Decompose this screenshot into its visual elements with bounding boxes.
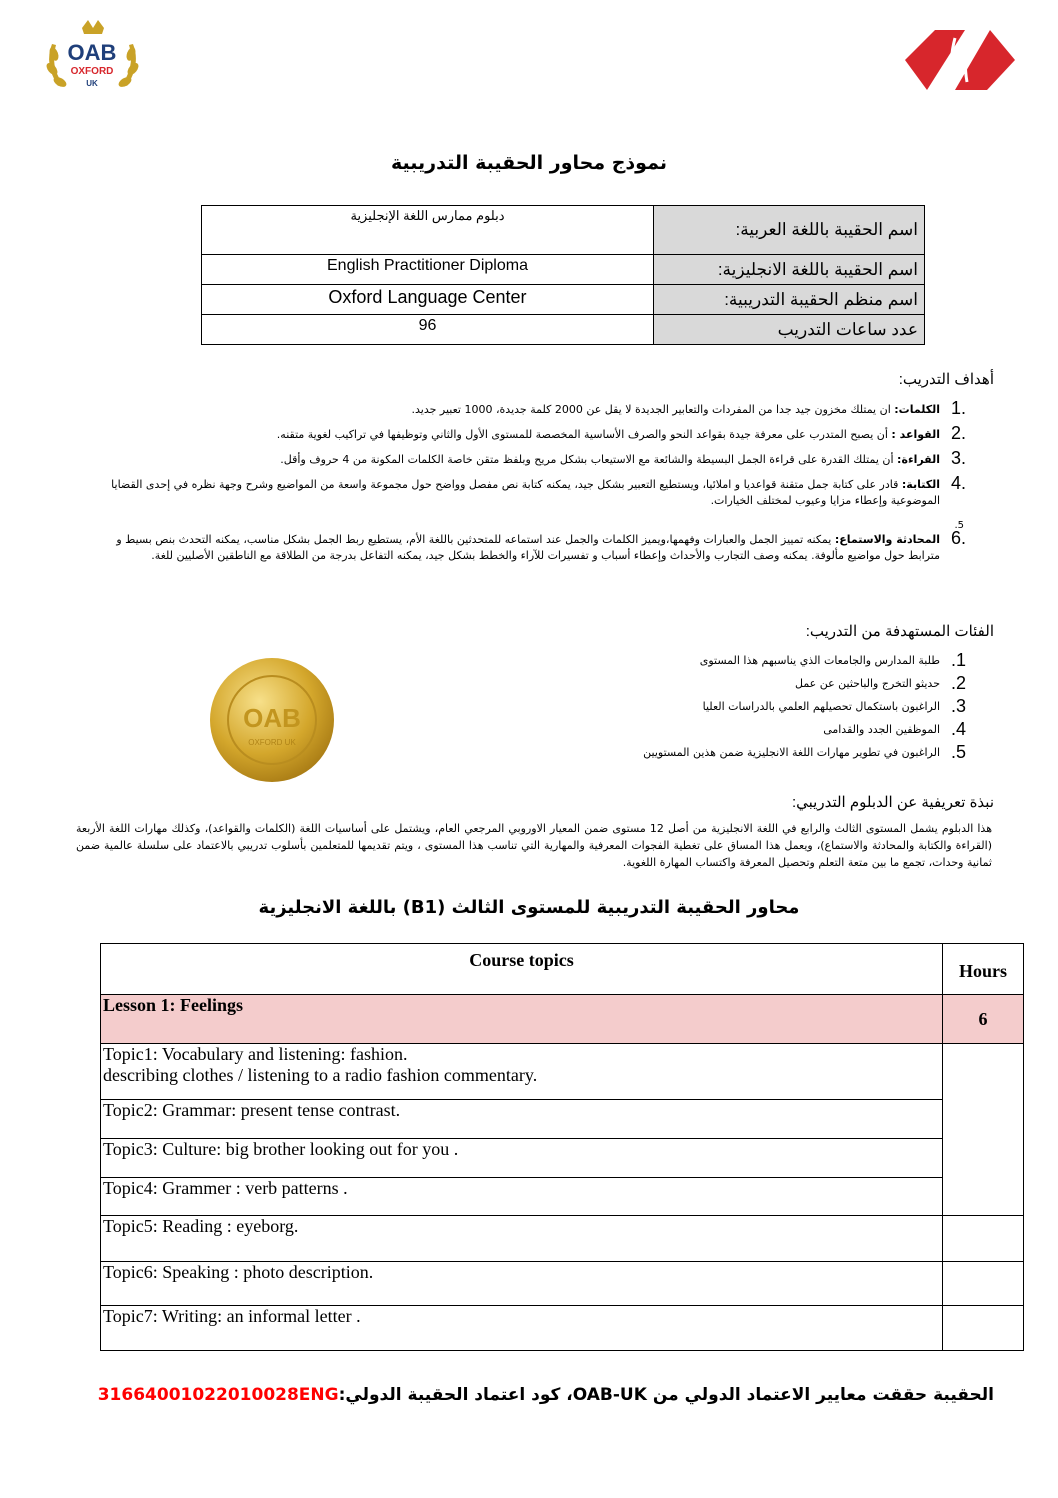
info-label: اسم الحقيبة باللغة العربية: — [654, 206, 925, 255]
accreditation-text: الحقيبة حققت معايير الاعتماد الدولي من OAB-UK، كود اعتماد الحقيبة الدولي: — [338, 1385, 994, 1405]
topic-cell: Topic4: Grammer : verb patterns . — [101, 1178, 943, 1216]
info-row — [202, 255, 925, 285]
table-row — [101, 1044, 1024, 1100]
topic-cell: Topic7: Writing: an informal letter . — [101, 1306, 943, 1351]
target-item: 5. الراغبون في تطوير مهارات اللغة الانجليزية ضمن هذين المستويين — [643, 742, 966, 762]
info-row — [202, 315, 925, 345]
course-title: محاور الحقيبة التدريبية للمستوى الثالث (B1) باللغة الانجليزية — [258, 897, 800, 918]
topic-cell: Topic2: Grammar: present tense contrast. — [101, 1100, 943, 1139]
topic-cell: Topic6: Speaking : photo description. — [101, 1262, 943, 1306]
accreditation-footer — [98, 1385, 994, 1405]
svg-text:OAB: OAB — [67, 40, 117, 65]
table-row — [101, 1100, 1024, 1139]
info-value: English Practitioner Diploma — [202, 255, 654, 285]
page-title: نموذج محاور الحقيبة التدريبية — [391, 152, 667, 174]
target-item: 1. طلبة المدارس والجامعات الذي يناسبهم هذا المستوى — [699, 650, 966, 670]
svg-text:OXFORD: OXFORD — [70, 66, 114, 77]
table-row — [101, 1178, 1024, 1216]
hours-cell — [943, 1044, 1024, 1216]
gold-seal — [205, 655, 340, 785]
table-row — [101, 1262, 1024, 1306]
objectives-heading: أهداف التدريب: — [898, 371, 994, 388]
topics-header: Course topics — [101, 944, 943, 995]
oab-oxford-logo — [40, 14, 145, 104]
lesson-title: Lesson 1: Feelings — [101, 995, 943, 1044]
svg-text:UK: UK — [86, 79, 98, 88]
course-topics-table — [100, 943, 1024, 1351]
objective-item: 4. الكتابة: قادر على كتابة جمل متقنة قواعديا و املائيا، ويستطيع التعبير بشكل جيد، يمكنه كتابة نص مفصل وواضح حول مجموعة واسعة من المواضيع وشرح وجهة نظره في إحدى القضايا الموضوعية وإعطاء مزايا وعيوب لمختلف الخيارات. — [111, 473, 966, 507]
topic-cell: Topic3: Culture: big brother looking out for you . — [101, 1139, 943, 1178]
table-header-row — [101, 944, 1024, 995]
hours-cell — [943, 1306, 1024, 1351]
topic-cell: Topic5: Reading : eyeborg. — [101, 1216, 943, 1262]
info-label: عدد ساعات التدريب — [654, 315, 925, 345]
objective-item: 2. القواعد : أن يصبح المتدرب على معرفة جيدة بقواعد النحو والصرف الأساسية المخصصة للمستوى الأول والثاني وتوظيفها في تراكيب لغوية متقنه. — [276, 423, 966, 443]
about-text: هذا الدبلوم يشمل المستوى الثالث والرابع في اللغة الانجليزية من أصل 12 مستوى ضمن المعيار الاوروبي المرجعي العام، ويشتمل على أساسيات اللغة (الكلمات والقواعد)، وكذلك مهارات اللغة الأربعة (القراءة والكتابة والمحادثة والاستماع)، ويعمل هذا المساق على تغطية الفجوات المعرفية والمهارية التي تناسب هذا المستوى ، ويتم تقديمها للمتعلمين بأسلوب تدريبي بالاعتماد على سلسلة عالمية ضمن ثمانية وحدات، تجمع ما بين متعة التعلم وتحصيل المعرفة واكتساب المهارة اللغوية. — [76, 822, 992, 869]
target-item: 2. حديثو التخرج والباحثين عن عمل — [794, 673, 966, 693]
table-row — [101, 1216, 1024, 1262]
table-row — [101, 1139, 1024, 1178]
objective-item: 1. الكلمات: ان يمتلك مخزون جيد جدا من المفردات والتعابير الجديدة لا يقل عن 2000 كلمة جديدة، 1000 تعبير جديد. — [411, 398, 966, 418]
about-heading: نبذة تعريفية عن الدبلوم التدريبي: — [791, 794, 994, 811]
info-label: اسم منظم الحقيبة التدريبية: — [654, 285, 925, 315]
hours-cell — [943, 1262, 1024, 1306]
info-value: دبلوم ممارس اللغة الإنجليزية — [202, 206, 654, 255]
objectives-list — [106, 398, 966, 573]
objective-item: 6. المحادثة والاستماع: يمكنه تمييز الجمل والعبارات وفهمها،ويميز الكلمات والجمل عند استماعه للمتحدثين باللغة الأم، يستطيع ربط الجمل بشكل مناسب، يمكنه التحدث بنص بسيط و مترابط حول مواضيع مألوفة. يمكنه وصف التجارب والأحداث وإعطاء أسباب و تفسيرات للآراء والخطط بشكل جيد، يمكنه التفاعل بدرجة من الطلاقة مع الناطقين الأصليين للغة. — [116, 528, 966, 562]
target-item: 3. الراغبون باستكمال تحصيلهم العلمي بالدراسات العليا — [702, 696, 966, 716]
topic-cell: Topic1: Vocabulary and listening: fashion. describing clothes / listening to a radio fashion commentary. — [101, 1044, 943, 1100]
course-info-table — [201, 205, 925, 345]
brand-logo — [905, 30, 1015, 90]
table-row — [101, 1306, 1024, 1351]
info-value: 96 — [202, 315, 654, 345]
lesson-hours: 6 — [943, 995, 1024, 1044]
lesson-row — [101, 995, 1024, 1044]
info-row — [202, 285, 925, 315]
hours-cell — [943, 1216, 1024, 1262]
info-value: Oxford Language Center — [202, 285, 654, 315]
svg-text:OAB: OAB — [243, 703, 301, 733]
svg-text:OXFORD UK: OXFORD UK — [248, 738, 296, 747]
hours-header: Hours — [943, 944, 1024, 995]
info-row — [202, 206, 925, 255]
objective-item: 3. القراءة: أن يمتلك القدرة على قراءة الجمل البسيطة والشائعة مع الاستيعاب بشكل مريح وبلفظ متقن خاصة الكلمات المكونة من 4 حروف وأقل. — [280, 448, 966, 468]
target-heading: الفئات المستهدفة من التدريب: — [805, 623, 994, 640]
objective-item: 5. — [954, 520, 964, 531]
accreditation-code: 3166400102201002‌8ENG — [97, 1385, 339, 1405]
target-list — [466, 651, 966, 766]
info-label: اسم الحقيبة باللغة الانجليزية: — [654, 255, 925, 285]
target-item: 4. الموظفين الجدد والقدامى — [823, 719, 966, 739]
